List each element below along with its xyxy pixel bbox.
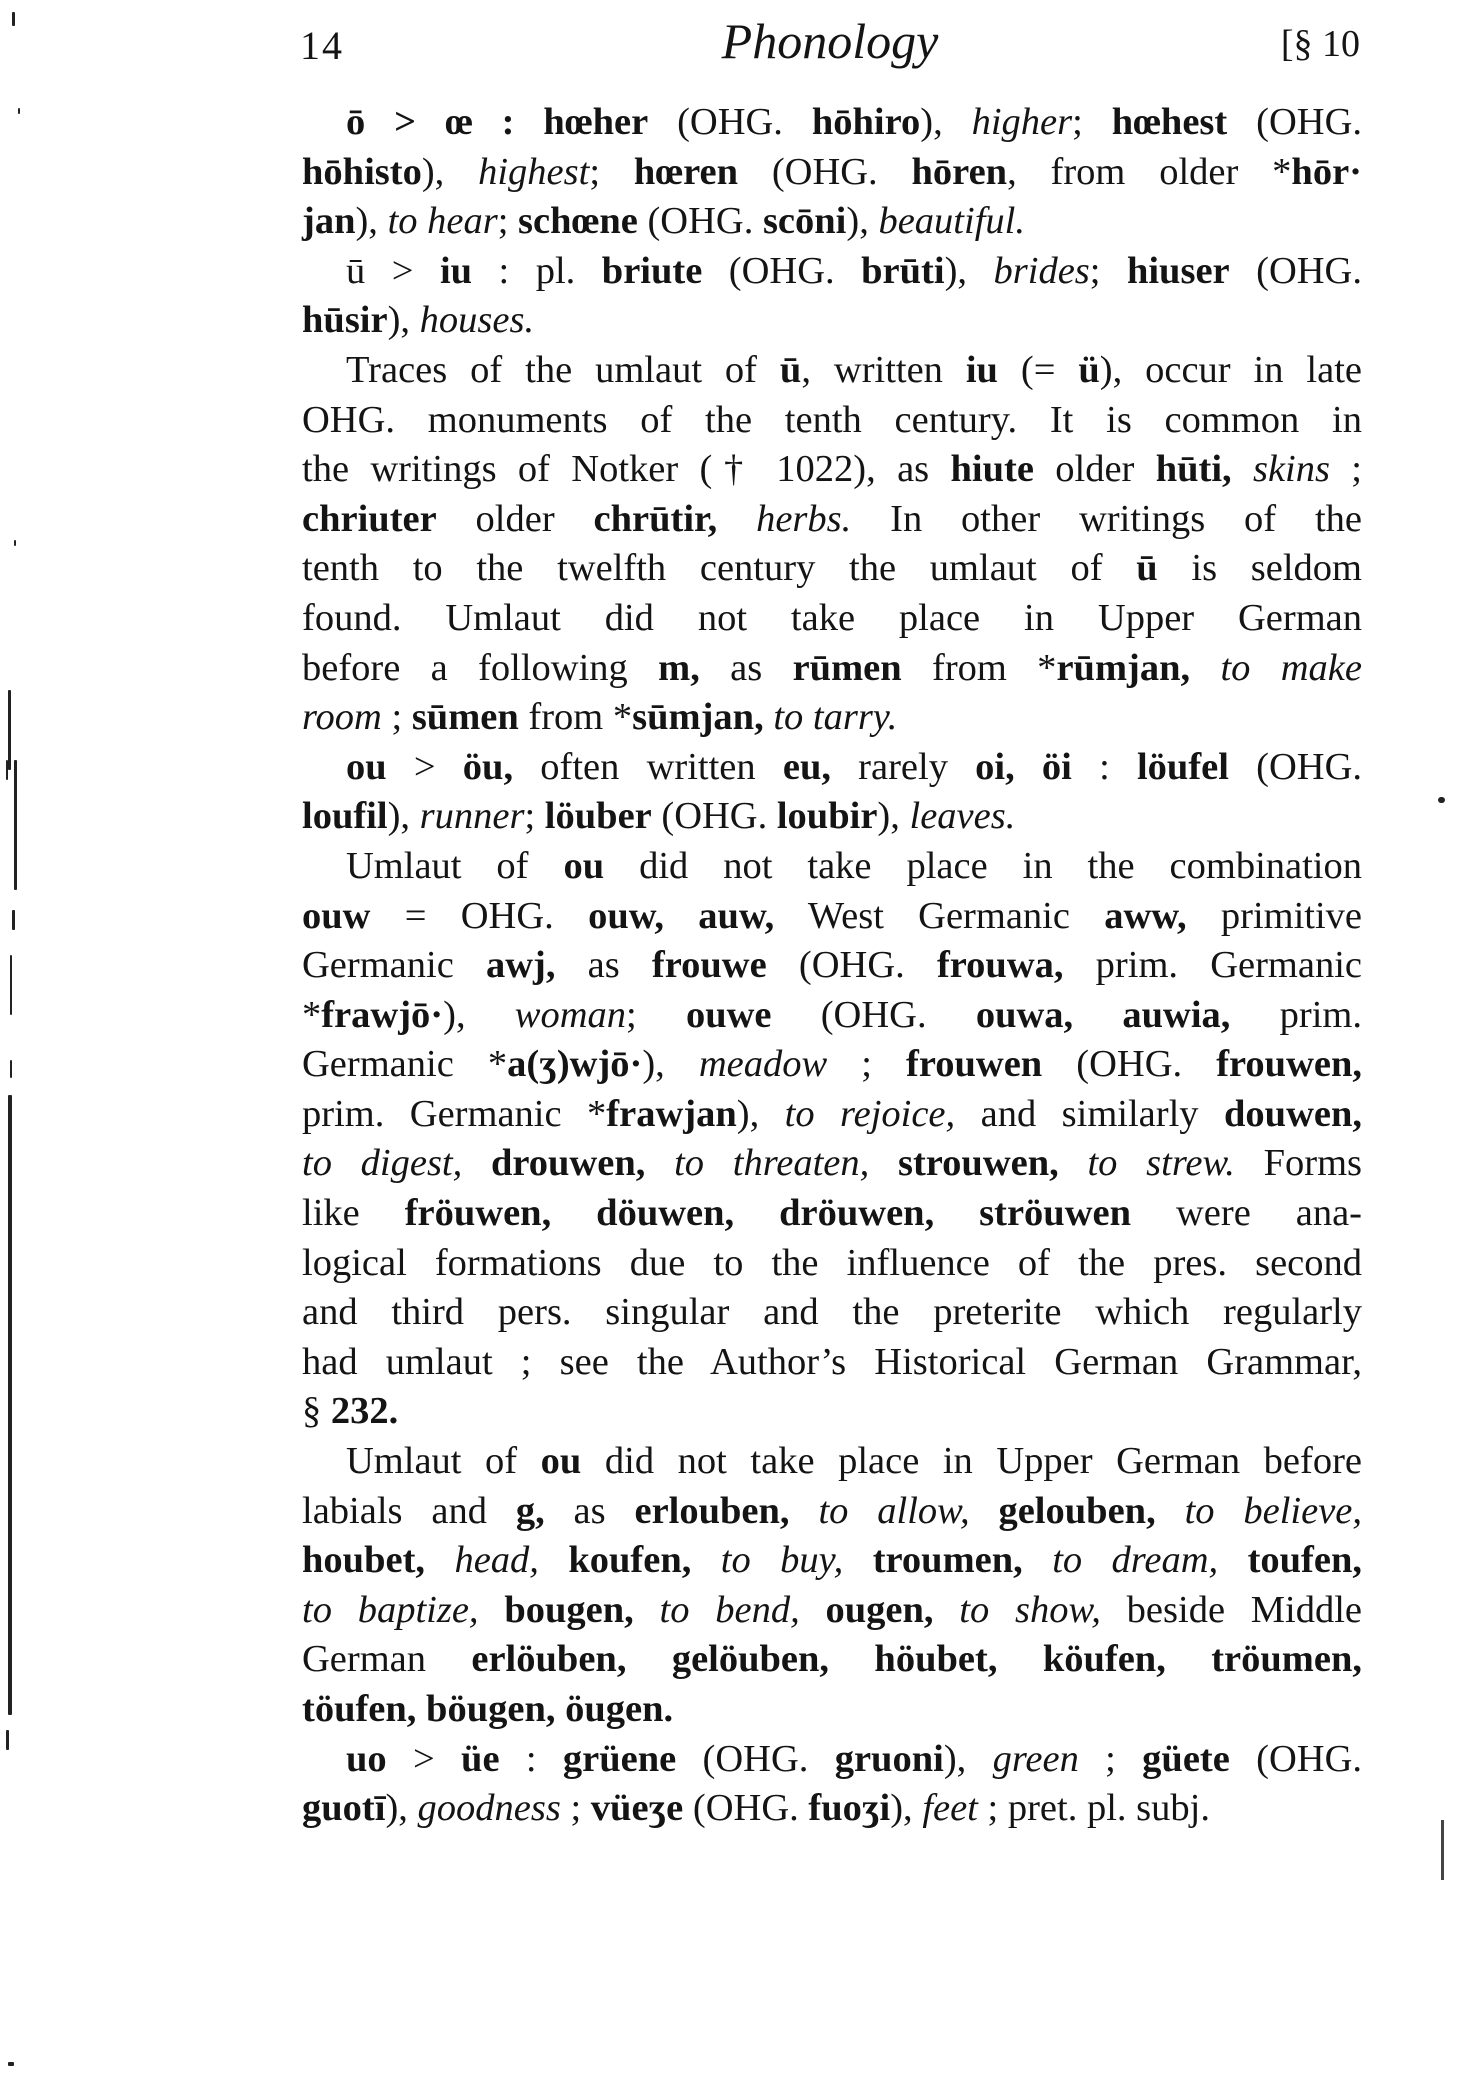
- plain-text: (=: [997, 348, 1079, 391]
- italic-gloss: to allow,: [818, 1489, 970, 1532]
- plain-text: older: [1033, 448, 1156, 491]
- italic-gloss: head,: [454, 1539, 539, 1582]
- paragraph-u-umlaut: [302, 247, 1362, 346]
- plain-text: tenth to the twelfth century the umlaut of: [302, 547, 1137, 590]
- bold-term: frouwen: [906, 1043, 1043, 1086]
- plain-text: (OHG.: [766, 944, 937, 987]
- paragraph-o-umlaut: [302, 98, 1362, 247]
- bold-term: frouwen,: [1216, 1043, 1362, 1086]
- plain-text: were ana-: [1131, 1192, 1362, 1235]
- italic-gloss: to baptize,: [302, 1588, 479, 1631]
- bold-term: chriuter: [302, 497, 437, 540]
- plain-text: *: [302, 993, 322, 1036]
- paragraph-traces-umlaut: [302, 346, 1362, 743]
- bold-term: koufen,: [568, 1539, 692, 1582]
- bold-term: ouw: [302, 894, 371, 937]
- bold-term: oi, öi: [975, 745, 1072, 788]
- paragraph-upper-german: [302, 1437, 1362, 1735]
- text-line: [302, 98, 1362, 148]
- plain-text: did not take place in Upper German before: [581, 1440, 1362, 1483]
- plain-text: ),: [642, 1043, 699, 1086]
- text-line: [302, 1239, 1362, 1289]
- bold-term: iu: [439, 249, 473, 292]
- plain-text: primitive: [1186, 894, 1363, 937]
- bold-term: loubir: [776, 795, 878, 838]
- bold-term: frawjō·: [321, 993, 444, 1036]
- bold-term: fuoʒi: [808, 1787, 891, 1830]
- bold-term: frouwe: [651, 944, 767, 987]
- bold-term: ō > œ :: [346, 101, 544, 143]
- plain-text: [869, 1142, 898, 1184]
- plain-text: ),: [443, 993, 515, 1036]
- italic-gloss: to hear: [387, 200, 498, 243]
- italic-gloss: houses.: [419, 299, 535, 342]
- text-line: [302, 1487, 1362, 1537]
- plain-text: like: [302, 1192, 405, 1235]
- bold-term: fröuwen, döuwen, dröuwen, ströuwen: [404, 1192, 1132, 1235]
- plain-text: [1218, 1539, 1247, 1581]
- bold-term: scōni: [762, 200, 847, 243]
- italic-gloss: to strew.: [1087, 1142, 1235, 1185]
- plain-text: :: [1071, 745, 1137, 788]
- italic-gloss: herbs.: [756, 497, 852, 540]
- text-line: [302, 296, 1362, 346]
- text-line: [302, 1288, 1362, 1338]
- plain-text: ;: [524, 795, 545, 838]
- plain-text: ),: [877, 795, 910, 838]
- plain-text: beside Middle: [1100, 1588, 1363, 1631]
- plain-text: ),: [846, 200, 879, 243]
- text-line: [302, 594, 1362, 644]
- plain-text: [1059, 1142, 1088, 1184]
- text-line: [302, 644, 1362, 694]
- bold-term: hœhest: [1111, 101, 1228, 143]
- plain-text: ;: [1329, 448, 1363, 491]
- plain-text: (OHG.: [1229, 249, 1362, 292]
- plain-text: ),: [890, 1787, 923, 1830]
- plain-text: :: [499, 1737, 563, 1780]
- bold-term: ougen,: [825, 1588, 934, 1631]
- italic-gloss: brides: [993, 249, 1090, 292]
- bold-term: güete: [1142, 1737, 1230, 1780]
- bold-term: erlouben,: [634, 1489, 790, 1532]
- text-line: [302, 1685, 1362, 1735]
- plain-text: prim. Germanic *: [302, 1092, 607, 1135]
- bold-term: 232.: [330, 1390, 399, 1433]
- plain-text: had umlaut ; see the Author’s Historical German Grammar,: [302, 1340, 1362, 1383]
- plain-text: ;: [827, 1043, 907, 1086]
- bold-term: hōhiro: [811, 101, 921, 143]
- italic-gloss: goodness: [417, 1787, 561, 1830]
- bold-term: hūsir: [302, 299, 388, 342]
- plain-text: [1023, 1539, 1052, 1581]
- plain-text: ;: [1089, 249, 1127, 292]
- plain-text: labials and: [302, 1489, 516, 1532]
- text-line: [302, 693, 1362, 743]
- italic-gloss: to digest,: [302, 1142, 463, 1185]
- italic-gloss: to show,: [959, 1588, 1101, 1631]
- bold-term: chrūtir,: [593, 497, 718, 540]
- bold-term: bougen,: [504, 1588, 634, 1631]
- plain-text: found. Umlaut did not take place in Upper German: [302, 596, 1362, 639]
- italic-gloss: runner: [419, 795, 525, 838]
- plain-text: from *: [518, 696, 633, 739]
- italic-gloss: highest: [478, 150, 590, 193]
- plain-text: ;: [626, 993, 686, 1036]
- bold-term: aww,: [1104, 894, 1187, 937]
- text-line: [302, 892, 1362, 942]
- plain-text: : pl.: [472, 249, 602, 292]
- bold-term: gelouben,: [998, 1489, 1156, 1532]
- text-line: [302, 842, 1362, 892]
- plain-text: ),: [387, 299, 420, 342]
- bold-term: frawjan: [606, 1092, 737, 1135]
- bold-term: ou: [346, 745, 387, 788]
- plain-text: [934, 1589, 960, 1631]
- bold-term: ū: [779, 348, 802, 391]
- plain-text: ),: [385, 1787, 418, 1830]
- plain-text: from *: [901, 646, 1057, 689]
- bold-term: rūmen: [792, 646, 902, 689]
- italic-gloss: beautiful.: [878, 200, 1025, 243]
- plain-text: ),: [943, 1737, 993, 1780]
- italic-gloss: higher: [971, 101, 1073, 143]
- plain-text: as: [555, 944, 652, 987]
- text-line: [302, 1586, 1362, 1636]
- plain-text: ),: [944, 249, 994, 292]
- plain-text: [425, 1539, 454, 1581]
- bold-term: hōren: [911, 150, 1008, 193]
- plain-text: did not take place in the combination: [604, 844, 1362, 887]
- bold-term: g,: [515, 1489, 545, 1532]
- plain-text: Germanic: [302, 944, 486, 987]
- plain-text: ;: [497, 200, 519, 243]
- text-line: [302, 396, 1362, 446]
- plain-text: Umlaut of: [346, 844, 564, 887]
- page-number: 14: [300, 23, 344, 68]
- bold-term: erlöuben, gelöuben, höubet, köufen, tröumen,: [471, 1638, 1362, 1681]
- italic-gloss: to bend,: [659, 1588, 800, 1631]
- bold-term: briute: [601, 249, 703, 292]
- plain-text: OHG. monuments of the tenth century. It is common in: [302, 398, 1362, 441]
- plain-text: ;: [1072, 101, 1112, 143]
- bold-term: öu,: [462, 745, 514, 788]
- plain-text: Germanic *: [302, 1043, 508, 1086]
- bold-term: brūti: [861, 249, 945, 292]
- plain-text: Forms: [1234, 1142, 1363, 1185]
- bold-term: douwen,: [1224, 1092, 1363, 1135]
- plain-text: (OHG.: [1228, 745, 1363, 788]
- text-line: [302, 1635, 1362, 1685]
- plain-text: [1156, 1490, 1185, 1532]
- text-line: [302, 197, 1362, 247]
- plain-text: (OHG.: [737, 150, 912, 193]
- plain-text: , from older *: [1007, 150, 1292, 193]
- plain-text: Traces of the umlaut of: [346, 348, 780, 391]
- margin-rule: [1441, 1820, 1444, 1880]
- plain-text: prim.: [1230, 993, 1362, 1036]
- bold-term: gruoni: [834, 1737, 944, 1780]
- bold-term: drouwen,: [490, 1142, 646, 1185]
- plain-text: [1232, 448, 1253, 490]
- body-text: [302, 98, 1362, 1834]
- plain-text: logical formations due to the influence of the pres. second: [302, 1241, 1362, 1284]
- bold-term: jan: [302, 200, 356, 243]
- paragraph-ouw-combination: [302, 842, 1362, 1437]
- plain-text: [479, 1589, 505, 1631]
- plain-text: (OHG.: [1042, 1043, 1217, 1086]
- bold-term: ouwe: [685, 993, 772, 1036]
- text-line: [302, 1139, 1362, 1189]
- bold-term: a(ʒ)wjō·: [507, 1043, 643, 1086]
- plain-text: ),: [736, 1092, 785, 1135]
- bold-term: hōhisto: [302, 150, 422, 193]
- plain-text: is seldom: [1157, 547, 1362, 590]
- bold-term: hiute: [950, 448, 1034, 491]
- plain-text: Umlaut of: [346, 1440, 541, 1483]
- plain-text: [764, 696, 774, 738]
- text-line: [302, 445, 1362, 495]
- plain-text: [717, 498, 756, 540]
- bold-term: hiuser: [1126, 249, 1230, 292]
- plain-text: , written: [801, 348, 966, 391]
- italic-gloss: to believe,: [1184, 1489, 1363, 1532]
- bold-term: m,: [658, 646, 700, 689]
- bold-term: frouwa,: [936, 944, 1064, 987]
- page-edge-binding: [0, 0, 40, 2084]
- text-line: [302, 346, 1362, 396]
- bold-term: ouwa, auwia,: [975, 993, 1231, 1036]
- bold-term: guotī: [302, 1787, 386, 1830]
- bold-term: loufil: [302, 795, 388, 838]
- plain-text: [539, 1539, 568, 1581]
- text-line: [302, 1338, 1362, 1388]
- plain-text: [790, 1490, 819, 1532]
- text-line: [302, 1090, 1362, 1140]
- italic-gloss: room: [302, 696, 382, 739]
- plain-text: as: [544, 1489, 635, 1532]
- plain-text: often written: [513, 745, 783, 788]
- plain-text: the writings of Notker († 1022), as: [302, 448, 951, 491]
- plain-text: >: [386, 745, 463, 788]
- italic-gloss: to dream,: [1052, 1539, 1219, 1582]
- italic-gloss: feet: [922, 1787, 978, 1830]
- bold-term: uo: [346, 1737, 387, 1780]
- plain-text: rarely: [830, 745, 976, 788]
- plain-text: [800, 1589, 826, 1631]
- plain-text: ),: [387, 795, 420, 838]
- text-line: [302, 148, 1362, 198]
- bold-term: löuber: [544, 795, 652, 838]
- bold-term: üe: [461, 1737, 500, 1780]
- plain-text: (OHG.: [648, 101, 812, 143]
- italic-gloss: leaves.: [909, 795, 1016, 838]
- bold-term: sūmjan,: [632, 696, 764, 739]
- text-line: [302, 1735, 1362, 1785]
- italic-gloss: meadow: [698, 1043, 828, 1086]
- plain-text: ;: [381, 696, 412, 739]
- bold-term: ū: [1136, 547, 1158, 590]
- plain-text: and similarly: [955, 1092, 1224, 1135]
- bold-term: grüene: [562, 1737, 677, 1780]
- plain-text: (OHG.: [771, 993, 976, 1036]
- bold-term: houbet,: [302, 1539, 426, 1582]
- plain-text: ;: [560, 1787, 591, 1830]
- plain-text: >: [386, 1737, 462, 1780]
- running-header: [300, 12, 1360, 82]
- plain-text: = OHG.: [370, 894, 589, 937]
- paragraph-ou-umlaut: [302, 743, 1362, 842]
- bold-term: hūti,: [1155, 448, 1232, 491]
- plain-text: ; pret. pl. subj.: [977, 1787, 1210, 1830]
- plain-text: West Germanic: [774, 894, 1105, 937]
- margin-mark: [1438, 797, 1445, 803]
- italic-gloss: to tarry.: [773, 696, 898, 739]
- bold-term: hōr·: [1291, 150, 1362, 193]
- plain-text: and third pers. singular and the preterite which regularly: [302, 1291, 1362, 1334]
- plain-text: prim. Germanic: [1063, 944, 1362, 987]
- bold-term: iu: [965, 348, 998, 391]
- italic-gloss: to rejoice,: [784, 1092, 956, 1135]
- text-line: [302, 1784, 1362, 1834]
- bold-term: ouw, auw,: [588, 894, 775, 937]
- bold-term: toufen,: [1247, 1539, 1362, 1582]
- bold-term: hœher: [543, 101, 649, 143]
- plain-text: (OHG.: [1227, 101, 1362, 143]
- text-line: [302, 495, 1362, 545]
- plain-text: ;: [589, 150, 634, 193]
- italic-gloss: green: [992, 1737, 1079, 1780]
- italic-gloss: to make: [1220, 646, 1362, 689]
- plain-text: ū >: [346, 249, 440, 292]
- plain-text: [691, 1539, 720, 1581]
- plain-text: §: [302, 1390, 331, 1433]
- plain-text: as: [699, 646, 793, 689]
- plain-text: [645, 1142, 674, 1184]
- plain-text: In other writings of the: [851, 497, 1363, 540]
- bold-term: vüeʒe: [590, 1787, 684, 1830]
- bold-term: schœne: [518, 200, 638, 243]
- plain-text: (OHG.: [651, 795, 777, 838]
- plain-text: ), occur in late: [1099, 348, 1362, 391]
- bold-term: sūmen: [411, 696, 519, 739]
- text-line: [302, 743, 1362, 793]
- text-line: [302, 1387, 1362, 1437]
- bold-term: rūmjan,: [1056, 646, 1191, 689]
- italic-gloss: to buy,: [720, 1539, 844, 1582]
- bold-term: löufel: [1136, 745, 1229, 788]
- plain-text: (OHG.: [702, 249, 862, 292]
- plain-text: [1190, 647, 1220, 689]
- text-line: [302, 1437, 1362, 1487]
- text-line: [302, 1040, 1362, 1090]
- plain-text: before a following: [302, 646, 659, 689]
- plain-text: (OHG.: [676, 1737, 835, 1780]
- text-line: [302, 247, 1362, 297]
- plain-text: (OHG.: [683, 1787, 809, 1830]
- plain-text: ),: [355, 200, 388, 243]
- text-line: [302, 991, 1362, 1041]
- bold-term: hœren: [633, 150, 738, 193]
- plain-text: [843, 1539, 872, 1581]
- text-line: [302, 544, 1362, 594]
- paragraph-uo-umlaut: [302, 1735, 1362, 1834]
- plain-text: older: [436, 497, 594, 540]
- plain-text: ;: [1078, 1737, 1143, 1780]
- italic-gloss: skins: [1252, 448, 1330, 491]
- bold-term: troumen,: [872, 1539, 1023, 1582]
- plain-text: (OHG.: [637, 200, 763, 243]
- plain-text: [462, 1142, 491, 1184]
- bold-term: awj,: [485, 944, 556, 987]
- section-marker: [§ 10: [1280, 23, 1360, 65]
- plain-text: [970, 1490, 999, 1532]
- bold-term: ou: [540, 1440, 582, 1483]
- plain-text: German: [302, 1638, 472, 1681]
- text-line: [302, 1536, 1362, 1586]
- bold-term: ü: [1078, 348, 1100, 391]
- italic-gloss: to threaten,: [674, 1142, 870, 1185]
- italic-gloss: woman: [514, 993, 627, 1036]
- text-line: [302, 941, 1362, 991]
- plain-text: [634, 1589, 660, 1631]
- text-line: [302, 792, 1362, 842]
- text-line: [302, 1189, 1362, 1239]
- bold-term: töufen, böugen, öugen.: [302, 1688, 674, 1730]
- bold-term: eu,: [782, 745, 831, 788]
- plain-text: ),: [421, 150, 479, 193]
- running-title: Phonology: [721, 13, 939, 69]
- plain-text: (OHG.: [1229, 1737, 1363, 1780]
- bold-term: strouwen,: [897, 1142, 1059, 1185]
- plain-text: ),: [920, 101, 972, 143]
- bold-term: ou: [563, 844, 605, 887]
